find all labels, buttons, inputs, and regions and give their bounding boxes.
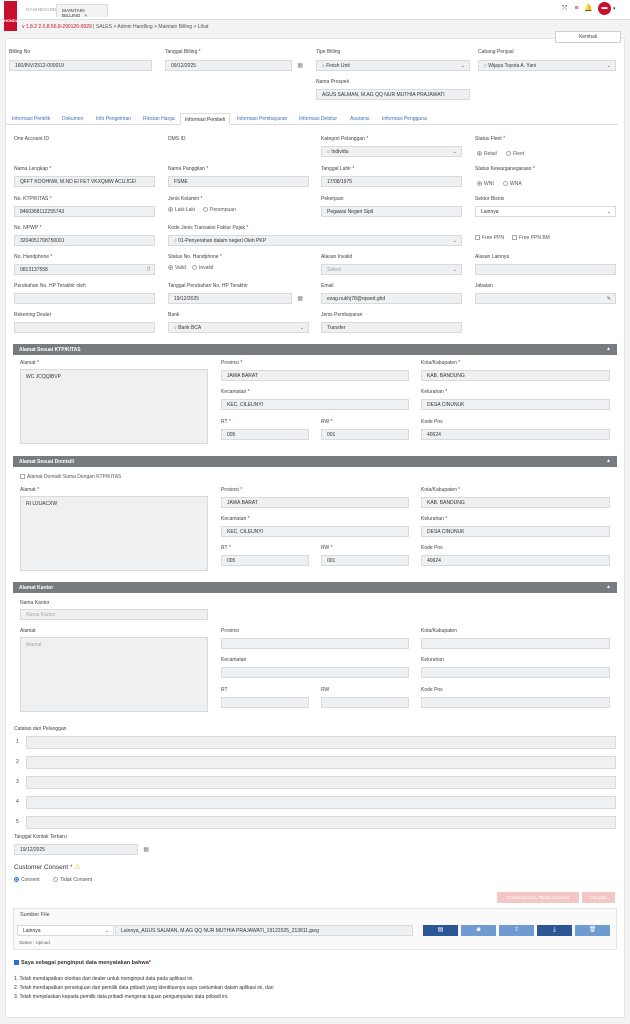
office-postal-field[interactable] [421,697,610,708]
changed-by-label: Perubahan No. HP Terakhir oleh [14,283,86,289]
ktp-province-field[interactable]: JAWA BARAT [221,370,409,381]
ktp-rt-label: RT * [221,419,231,425]
other-reason-label: Alasan Lainnya [475,254,510,260]
position-field[interactable] [475,293,616,304]
office-village-label: Kelurahan [421,657,444,663]
last-contact-field[interactable]: 19/12/2025 ▦ [14,844,138,855]
ktp-province-label: Provinsi * [221,360,243,366]
prospect-field[interactable]: AGUS SALMAN, M.AG QQ NUR MUTHIA PRAJAWATI [316,89,470,100]
free-ppnbm-checkbox[interactable]: Free PPN BM [512,235,550,241]
dom-postal-field[interactable]: 40624 [421,555,610,566]
phone-field[interactable]: 0813137558 ▯ [14,264,155,275]
tab-label: MAINTAIN BILLING [62,9,85,19]
tab-rincian-harga[interactable]: Rincian Harga [143,116,175,122]
email-label: Email [321,283,334,289]
dom-rw-label: RW * [321,545,333,551]
ktp-village-label: Kelurahan * [421,389,448,395]
logo-text: HONDA [4,18,19,23]
dom-address-label: Alamat * [20,487,39,493]
ktp-field[interactable]: 8460368112255743 [14,206,155,217]
nickname-label: Nama Panggilan * [168,166,209,172]
tax-code-label: Kode Jenis Transaksi Faktur Pajak * [168,225,249,231]
back-label: Kembali [578,34,598,40]
camera-icon-button[interactable]: ◙ [461,925,496,936]
occupation-label: Pekerjaan [321,196,344,202]
dom-city-label: Kota/Kabupaten * [421,487,461,493]
radio-wni[interactable]: WNI [477,181,494,187]
expand-icon[interactable]: ⤧ [561,5,568,12]
note-number: 1 [16,739,19,745]
office-province-field[interactable] [221,638,409,649]
tab-dokumen[interactable]: Dokumen [62,116,84,122]
declaration-checkbox[interactable]: Saya sebagai penginput data menyatakan bahwa* [14,960,151,966]
dms-id-label: DMS ID [168,136,186,142]
collapse-icon: ▲ [606,458,611,464]
note-number: 5 [16,819,19,825]
dom-rt-field[interactable]: 005 [221,555,309,566]
chevron-down-icon: ⌄ [299,325,304,331]
chevron-down-icon: ⌄ [104,928,109,934]
tab-asuransi[interactable]: Asuransi [350,116,370,122]
npwp-field[interactable]: 3204051708750001 [14,235,155,246]
change-date-label: Tanggal Perubahan No. HP Terakhir [168,283,248,289]
email-field[interactable]: ezag.nukhj78@rqwed.ghd [321,293,462,304]
prospect-label: Nama Prospek [316,79,350,85]
radio-invalid[interactable]: Invalid [192,265,213,271]
upload-status-text: Status : Upload [19,940,50,945]
ktp-label: No. KTP/KITAS * [14,196,52,202]
payment-type-label: Jenis Pembayaran [321,312,363,318]
collapse-icon: ▲ [606,584,611,590]
ktp-city-label: Kota/Kabupaten * [421,360,461,366]
payment-type-field[interactable]: Transfer [321,322,462,333]
dom-province-label: Provinsi * [221,487,243,493]
radio-female[interactable]: Perempuan [203,207,236,213]
declaration-item: 2. Telah mendapatkan persetujuan dari pemilik data pribadi yang identitasnya saya cantumkan dalam aplikasi ini, dan [14,985,274,991]
tax-code-select[interactable]: ⌕ 01-Penyerahan dalam negeri Oleh PKP ⌄ [168,235,462,246]
dom-village-label: Kelurahan * [421,516,448,522]
change-date-field[interactable]: 19/12/2025 ▦ [168,293,292,304]
ktp-postal-label: Kode Pos [421,419,443,425]
tab-maintain-billing[interactable] [56,4,108,17]
chevron-down-icon: ⌄ [452,238,457,244]
business-sector-select[interactable]: Lainnya ⌄ [475,206,616,217]
ktp-city-field[interactable]: KAB. BANDUNG [421,370,610,381]
billing-no-label: Billing No [9,49,31,55]
office-postal-label: Kode Pos [421,687,443,693]
billing-date-field[interactable]: 09/12/2025 ▦ [165,60,292,71]
bell-icon[interactable]: 🔔 [584,5,593,12]
back-button[interactable] [555,31,621,43]
phone-status-label: Status No. Handphone * [168,254,222,260]
source-file-select[interactable]: Lainnya ⌄ [17,925,114,936]
chevron-down-icon: ⌄ [452,267,457,273]
consent-label: Customer Consent * ⚠ [14,864,81,871]
ktp-village-field[interactable]: DESA CINUNUK [421,399,610,410]
gender-label: Jenis Kelamin * [168,196,203,202]
dom-postal-label: Kode Pos [421,545,443,551]
ktp-address-label: Alamat * [20,360,39,366]
npwp-label: No. NPWP * [14,225,42,231]
tab-informasi-pembeli[interactable]: Informasi Pembeli [180,113,230,125]
ktp-postal-field[interactable]: 40624 [421,429,610,440]
warning-icon: ⚠ [74,864,81,871]
dealer-account-label: Rekening Dealer [14,312,52,318]
radio-fleet[interactable]: Fleet [506,151,524,157]
pencil-icon: ✎ [606,296,611,302]
office-district-label: Kecamatan [221,657,247,663]
changed-by-field[interactable] [14,293,155,304]
ktp-district-field[interactable]: KEC. CILEUNYI [221,399,409,410]
office-city-label: Kota/Kabupaten [421,628,457,634]
dealer-account-field[interactable] [14,322,155,333]
chevron-down-icon: ⌄ [452,149,457,155]
nickname-field[interactable]: FSME [168,176,309,187]
note-field-1[interactable] [26,736,616,749]
same-address-checkbox[interactable]: Alamat Domisili Sama Dengan KTP/KITAS [20,474,121,480]
note-field-5[interactable] [26,816,616,829]
phone-icon: ▯ [147,266,150,272]
billing-type-label: Tipe Billing [316,49,341,55]
file-icon-button[interactable]: ▤ [423,925,458,936]
radio-male[interactable]: Laki-Laki [168,207,195,213]
ktp-rw-field[interactable]: 001 [321,429,409,440]
branch-label: Cabang Penjual [478,49,514,55]
position-label: Jabatan [475,283,493,289]
dom-rt-label: RT * [221,545,231,551]
check-icon [14,960,19,965]
office-name-field[interactable]: Nama Kantor [20,609,208,620]
breadcrumb-path: | SALES > Admin Handling > Maintain Billing > Lihat [93,24,209,30]
save-button[interactable]: Simpan [582,892,615,903]
download-consent-button[interactable]: Download Doc. Tanda Consent [497,892,579,903]
business-sector-label: Sektor Bisnis [475,196,505,202]
download-icon-button[interactable]: ⤓ [537,925,572,936]
office-name-label: Nama Kantor [20,600,50,606]
billing-type-select[interactable]: ⌕ Finish Unit ⌄ [316,60,470,71]
dom-village-field[interactable]: DESA CINUNUK [421,526,610,537]
chevron-down-icon[interactable]: ▾ [613,6,616,12]
bank-label: Bank [168,312,180,318]
tab-informasi-pembayaran[interactable]: Informasi Pembayaran [237,116,288,122]
radio-consent[interactable]: Consent [14,877,40,883]
note-field-4[interactable] [26,796,616,809]
note-number: 2 [16,759,19,765]
domicile-address-header[interactable]: Alamat Sesuai Domisili ▲ [13,456,617,467]
birth-date-label: Tanggal Lahir * [321,166,355,172]
customer-notes-label: Catatan dari Pelanggan [14,726,67,732]
bank-select[interactable]: ⌕ Bank BCA ⌄ [168,322,309,333]
avatar-icon[interactable]: ▬ [598,2,611,15]
collapse-icon: ▲ [606,346,611,352]
calendar-icon: ▦ [297,63,303,69]
office-address-label: Alamat [20,628,36,634]
breadcrumb [22,24,209,30]
other-reason-field[interactable] [475,264,616,275]
ktp-rw-label: RW * [321,419,333,425]
occupation-field[interactable]: Pegawai Negeri Sipil [321,206,462,217]
office-address-header[interactable]: Alamat Kantor ▲ [13,582,617,593]
version-text: v 1.8.2 2.0.8.56.8-290126-0929 [22,24,92,30]
office-rw-field[interactable] [321,697,409,708]
free-ppn-checkbox[interactable]: Free PPN [475,235,504,241]
source-file-name-field[interactable]: Lainnya_AGUS SALMAN, M.AG QQ NUR MUTHIA PRAJAWATI_19122025_213811.jpeg [115,925,413,936]
note-field-2[interactable] [26,756,616,769]
source-file-label: Sumber File [20,912,50,918]
birth-date-field[interactable]: 17/08/1975 [321,176,462,187]
tab-label: DASHBOARD [26,8,57,13]
note-number: 4 [16,799,19,805]
dom-city-field[interactable]: KAB. BANDUNG [421,497,610,508]
ktp-district-label: Kecamatan * [221,389,250,395]
dom-address-textarea[interactable]: RI UJUACXW [20,496,208,571]
declaration-item: 3. Telah menjelaskan kepada pemilik data pribadi mengenai tujuan pengumpulan data pribadi ini. [14,994,229,1000]
trash-icon-button[interactable]: 🗑 [575,925,610,936]
upload-icon-button[interactable]: ⇪ [499,925,534,936]
last-contact-label: Tanggal Kontak Terbaru [14,834,67,840]
radio-no-consent[interactable]: Tidak Consent [53,877,92,883]
citizenship-label: Status Kewarganegaraan * [475,166,535,172]
ktp-rt-field[interactable]: 005 [221,429,309,440]
fleet-status-label: Status Fleet * [475,136,506,142]
tab-informasi-pemilik[interactable]: Informasi Pemilik [12,116,51,122]
full-name-label: Nama Lengkap * [14,166,52,172]
one-account-label: One Account ID [14,136,50,142]
chevron-down-icon: ⌄ [606,63,611,69]
customer-category-select[interactable]: ⌕ Individu ⌄ [321,146,462,157]
radio-retail[interactable]: Retail [477,151,497,157]
dom-district-field[interactable]: KEC. CILEUNYI [221,526,409,537]
dom-rw-field[interactable]: 001 [321,555,409,566]
note-number: 3 [16,779,19,785]
office-rw-label: RW [321,687,330,693]
invalid-reason-select[interactable]: Select ⌄ [321,264,462,275]
honda-logo [4,1,17,31]
tab-informasi-debitur[interactable]: Informasi Debitur [299,116,338,122]
ktp-address-header[interactable]: Alamat Sesuai KTP/KITAS ▲ [13,344,617,355]
tab-informasi-pengguna[interactable]: Informasi Pengguna [382,116,427,122]
office-village-field[interactable] [421,667,610,678]
billing-date-label: Tanggal Billing * [165,49,201,55]
branch-select[interactable]: ⌕ Wijaya Toyota A. Yani ⌄ [478,60,616,71]
phone-label: No. Handphone * [14,254,53,260]
radio-valid[interactable]: Valid [168,265,186,271]
customer-category-label: Kategori Pelanggan * [321,136,369,142]
radio-wna[interactable]: WNA [503,181,522,187]
menu-icon[interactable]: ≡ [574,5,579,12]
office-province-label: Provinsi [221,628,239,634]
chevron-down-icon: ⌄ [606,209,611,215]
calendar-icon: ▦ [143,847,149,853]
office-district-field[interactable] [221,667,409,678]
declaration-item: 1. Telah mendapatkan otoritas dari dealer untuk menginput data pada aplikasi ini. [14,976,194,982]
tab-info-pengiriman[interactable]: Info Pengiriman [96,116,132,122]
chevron-down-icon: ⌄ [460,63,465,69]
note-field-3[interactable] [26,776,616,789]
office-rt-label: RT [221,687,228,693]
close-icon[interactable]: × [84,14,88,19]
full-name-field[interactable]: QFFT KOOHNW, M.ND EI FET VKXQMW ACUJCE\ [14,176,155,187]
dom-province-field[interactable]: JAWA BARAT [221,497,409,508]
invalid-reason-label: Alasan Invalid [321,254,353,260]
office-city-field[interactable] [421,638,610,649]
dom-district-label: Kecamatan * [221,516,250,522]
calendar-icon: ▦ [297,296,303,302]
billing-no-field[interactable]: 160/INV/2512-000019 [9,60,152,71]
office-address-textarea[interactable]: Alamat [20,637,208,712]
office-rt-field[interactable] [221,697,309,708]
ktp-address-textarea[interactable]: WC JCQQIBVP [20,369,208,444]
